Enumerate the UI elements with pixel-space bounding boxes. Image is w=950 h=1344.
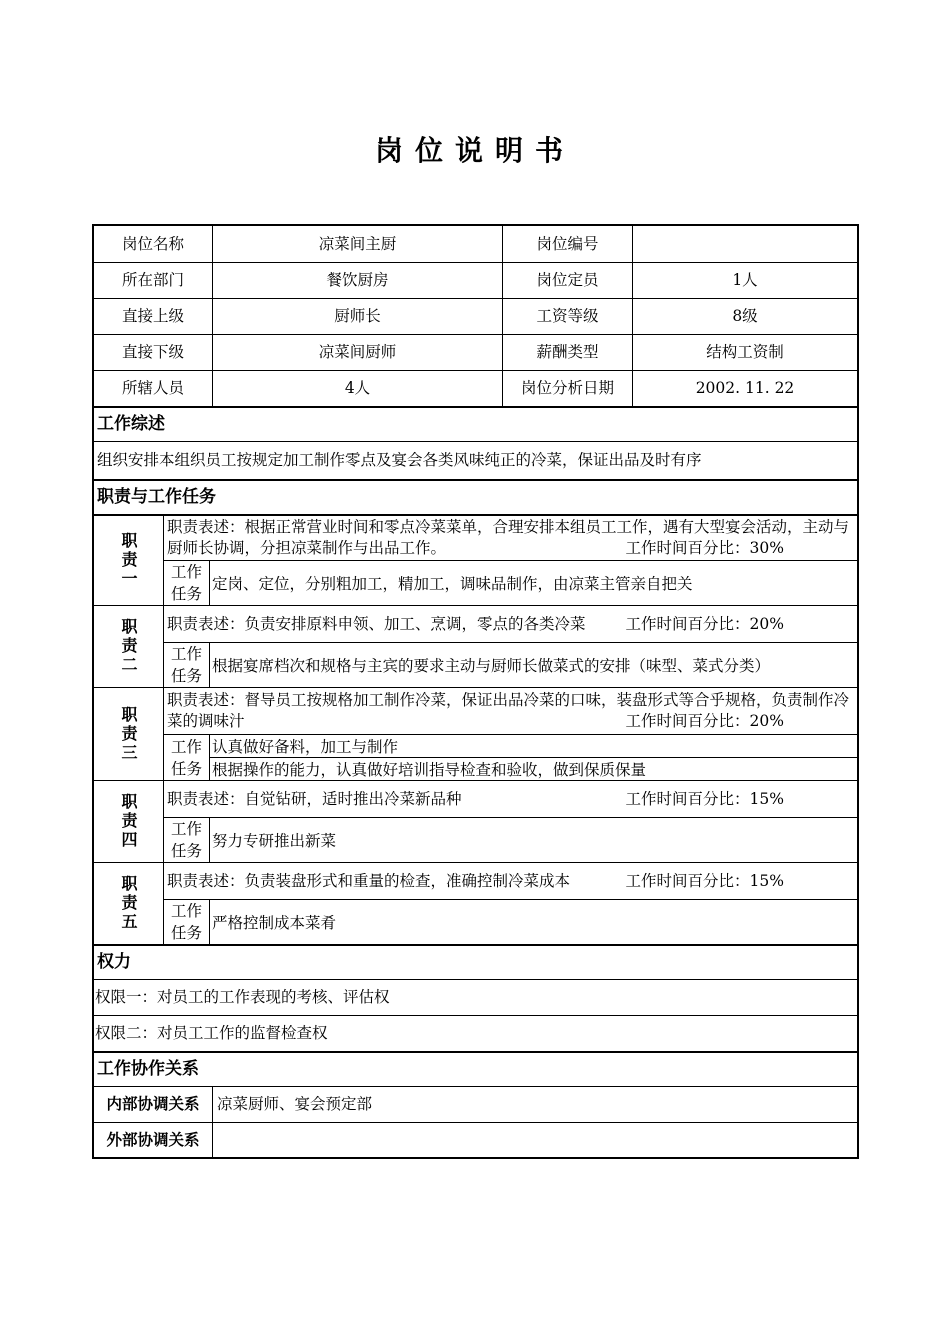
duty-description: 职责表述：负责装盘形式和重量的检查，准确控制冷菜成本	[167, 871, 571, 890]
task-label-text: 工作任务	[170, 737, 202, 778]
duty-description-cell	[164, 688, 857, 734]
duty-label-text: 职责一	[119, 532, 138, 589]
summary-text: 组织安排本组织员工按规定加工制作零点及宴会各类风味纯正的冷菜，保证出品及时有序	[97, 451, 702, 469]
info-label: 工资等级	[502, 299, 632, 334]
info-value: 8级	[632, 299, 857, 334]
duty-label-text: 职责三	[119, 705, 138, 763]
cooperation-row-external	[94, 1122, 857, 1157]
info-label: 所在部门	[121, 271, 184, 289]
summary-heading-row	[94, 406, 857, 441]
info-row	[94, 298, 857, 334]
duty-description-cell	[164, 863, 857, 899]
task-block	[164, 642, 857, 687]
info-value: 结构工资制	[632, 335, 857, 370]
work-time-percentage: 工作时间百分比：15%	[625, 789, 784, 808]
duty-body	[164, 781, 857, 862]
info-value: 凉菜间厨师	[212, 335, 502, 370]
duty-body	[164, 863, 857, 944]
info-label: 岗位定员	[502, 263, 632, 298]
duty-body	[164, 516, 857, 605]
info-row	[94, 334, 857, 370]
info-label: 直接上级	[121, 307, 184, 325]
duty-label	[94, 606, 164, 687]
duty-description: 职责表述：根据正常营业时间和零点冷菜菜单，合理安排本组员工工作，遇有大型宴会活动，主动与厨师长协调，分担凉菜制作与出品工作。	[167, 518, 850, 557]
task-item: 定岗、定位，分别粗加工，精加工，调味品制作，由凉菜主管亲自把关	[212, 575, 693, 593]
info-label: 岗位名称	[121, 234, 184, 253]
task-item: 认真做好备料，加工与制作	[212, 738, 399, 756]
work-time-percentage: 工作时间百分比：15%	[625, 871, 784, 890]
info-value	[632, 226, 857, 262]
duty-description: 职责表述：负责安排原料申领、加工、烹调，零点的各类冷菜	[167, 614, 586, 633]
duties-heading-row	[94, 479, 857, 514]
info-label: 所辖人员	[121, 379, 184, 397]
task-label	[164, 900, 210, 944]
task-label	[164, 561, 210, 605]
authority-row	[94, 979, 857, 1015]
info-row	[94, 226, 857, 262]
task-block	[164, 734, 857, 780]
internal-relation-value: 凉菜厨师、宴会预定部	[212, 1087, 857, 1122]
task-item: 严格控制成本菜肴	[212, 914, 337, 932]
duty-label	[94, 781, 164, 862]
duties-section	[94, 514, 857, 944]
task-label-text: 工作任务	[170, 820, 202, 860]
task-label	[164, 735, 210, 780]
cooperation-heading-row	[94, 1051, 857, 1086]
job-description-table	[92, 224, 859, 1159]
authority-item-1: 权限一：对员工的工作表现的考核、评估权	[95, 988, 390, 1006]
duty-description-cell	[164, 606, 857, 642]
duty-body	[164, 688, 857, 780]
duty-label	[94, 688, 164, 780]
work-time-percentage: 工作时间百分比：20%	[625, 614, 784, 633]
info-value: 凉菜间主厨	[212, 226, 502, 262]
duty-block	[94, 514, 857, 605]
duties-heading: 职责与工作任务	[97, 487, 216, 507]
info-row	[94, 262, 857, 298]
authority-heading-row	[94, 944, 857, 979]
task-label	[164, 643, 210, 687]
info-value: 4人	[212, 371, 502, 406]
info-label: 岗位分析日期	[502, 371, 632, 406]
duty-block	[94, 605, 857, 687]
info-value: 餐饮厨房	[212, 263, 502, 298]
authority-heading: 权力	[97, 952, 131, 972]
duty-description-cell	[164, 516, 857, 560]
authority-row	[94, 1015, 857, 1051]
duty-label-text: 职责二	[119, 618, 138, 675]
task-block	[164, 899, 857, 944]
task-block	[164, 817, 857, 862]
duty-body	[164, 606, 857, 687]
task-label-text: 工作任务	[170, 645, 202, 685]
duty-description-cell	[164, 781, 857, 817]
external-relation-label: 外部协调关系	[106, 1130, 200, 1149]
task-label-text: 工作任务	[170, 902, 202, 942]
task-block	[164, 560, 857, 605]
task-item: 努力专研推出新菜	[212, 832, 337, 850]
internal-relation-label: 内部协调关系	[106, 1095, 200, 1113]
duty-label	[94, 863, 164, 944]
duty-block	[94, 687, 857, 780]
info-label: 岗位编号	[502, 226, 632, 262]
work-time-percentage: 工作时间百分比：30%	[625, 539, 784, 557]
info-value: 厨师长	[212, 299, 502, 334]
summary-heading: 工作综述	[97, 414, 165, 434]
duty-label-text: 职责五	[119, 875, 138, 932]
external-relation-value	[212, 1123, 857, 1157]
info-value: 1人	[632, 263, 857, 298]
task-item: 根据宴席档次和规格与主宾的要求主动与厨师长做菜式的安排（味型、菜式分类）	[212, 657, 771, 675]
duty-block	[94, 780, 857, 862]
duty-description: 职责表述：自觉钻研，适时推出冷菜新品种	[167, 789, 462, 808]
task-label-text: 工作任务	[170, 563, 202, 603]
info-row	[94, 370, 857, 406]
task-label	[164, 818, 210, 862]
task-item: 根据操作的能力，认真做好培训指导检查和验收，做到保质保量	[210, 757, 857, 780]
info-value: 2002. 11. 22	[632, 371, 857, 406]
work-time-percentage: 工作时间百分比：20%	[625, 712, 784, 730]
info-label: 直接下级	[121, 343, 184, 361]
duty-label	[94, 516, 164, 605]
summary-text-row	[94, 441, 857, 479]
duty-block	[94, 862, 857, 944]
authority-item-2: 权限二：对员工工作的监督检查权	[95, 1024, 328, 1042]
duty-label-text: 职责四	[119, 793, 138, 850]
info-label: 薪酬类型	[502, 335, 632, 370]
page-title: 岗位说明书	[374, 134, 575, 167]
duty-description: 职责表述：督导员工按规格加工制作冷菜，保证出品冷菜的口味，装盘形式等合乎规格，负责制作冷菜的调味汁	[167, 691, 850, 730]
cooperation-heading: 工作协作关系	[97, 1059, 199, 1079]
cooperation-row-internal	[94, 1086, 857, 1122]
basic-info-section	[94, 226, 857, 406]
